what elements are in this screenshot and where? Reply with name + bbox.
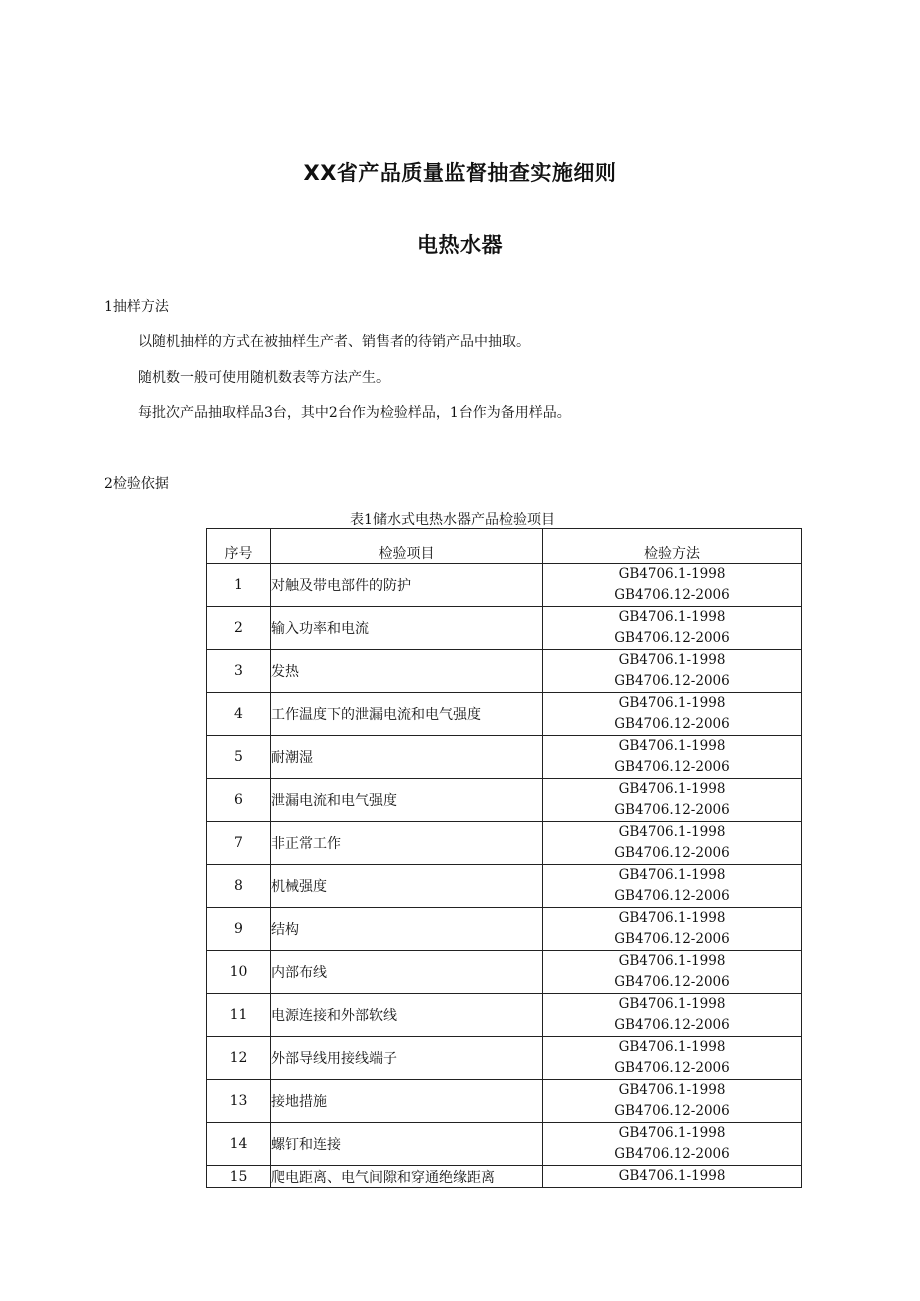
table-row: [207, 865, 802, 908]
row-number: 13: [207, 1080, 271, 1123]
method-standard: GB4706.12-2006: [614, 716, 730, 732]
method-standard: GB4706.1-1998: [618, 1039, 726, 1055]
row-item: 输入功率和电流: [271, 607, 543, 650]
table-row: [207, 951, 802, 994]
row-number: 11: [207, 994, 271, 1037]
method-standard: GB4706.1-1998: [618, 566, 726, 582]
row-number: 14: [207, 1123, 271, 1166]
table-row: [207, 650, 802, 693]
method-standard: GB4706.1-1998: [618, 1082, 726, 1098]
table-row: [207, 779, 802, 822]
table-row: [207, 1080, 802, 1123]
row-methods: [543, 564, 802, 607]
row-number: 12: [207, 1037, 271, 1080]
row-methods: [543, 779, 802, 822]
row-methods: [543, 607, 802, 650]
row-number: 9: [207, 908, 271, 951]
row-methods: [543, 865, 802, 908]
section-heading-basis: 2检验依据: [104, 476, 169, 492]
table-row: [207, 607, 802, 650]
row-number: 2: [207, 607, 271, 650]
method-standard: GB4706.12-2006: [614, 802, 730, 818]
row-methods: [543, 736, 802, 779]
row-number: 1: [207, 564, 271, 607]
row-item: 泄漏电流和电气强度: [271, 779, 543, 822]
row-number: 5: [207, 736, 271, 779]
table-row: [207, 908, 802, 951]
row-methods: [543, 1123, 802, 1166]
method-standard: GB4706.1-1998: [618, 953, 726, 969]
method-standard: GB4706.12-2006: [614, 630, 730, 646]
row-methods: [543, 1037, 802, 1080]
method-standard: GB4706.12-2006: [614, 1060, 730, 1076]
row-number: 4: [207, 693, 271, 736]
row-item: 爬电距离、电气间隙和穿通绝缘距离: [271, 1166, 543, 1188]
method-standard: GB4706.12-2006: [614, 1146, 730, 1162]
method-standard: GB4706.1-1998: [618, 652, 726, 668]
table-row: [207, 1166, 802, 1188]
method-standard: GB4706.12-2006: [614, 759, 730, 775]
method-standard: GB4706.12-2006: [614, 888, 730, 904]
method-standard: GB4706.1-1998: [618, 996, 726, 1012]
table-row: [207, 822, 802, 865]
row-methods: [543, 693, 802, 736]
row-number: 6: [207, 779, 271, 822]
method-standard: GB4706.1-1998: [618, 1125, 726, 1141]
row-methods: [543, 908, 802, 951]
document-title: XX省产品质量监督抽查实施细则: [303, 161, 617, 185]
row-methods: [543, 822, 802, 865]
row-item: 内部布线: [271, 951, 543, 994]
row-item: 电源连接和外部软线: [271, 994, 543, 1037]
method-standard: GB4706.12-2006: [614, 673, 730, 689]
method-standard: GB4706.1-1998: [618, 824, 726, 840]
row-number: 3: [207, 650, 271, 693]
paragraph: 随机数一般可使用随机数表等方法产生。: [138, 370, 390, 386]
method-standard: GB4706.12-2006: [614, 1103, 730, 1119]
row-item: 机械强度: [271, 865, 543, 908]
table-row: [207, 564, 802, 607]
paragraph: 以随机抽样的方式在被抽样生产者、销售者的待销产品中抽取。: [138, 334, 530, 350]
method-standard: GB4706.12-2006: [614, 931, 730, 947]
row-item: 结构: [271, 908, 543, 951]
row-item: 对触及带电部件的防护: [271, 564, 543, 607]
table-header-row: [207, 529, 802, 564]
row-number: 8: [207, 865, 271, 908]
table-row: [207, 1123, 802, 1166]
row-methods: [543, 994, 802, 1037]
row-methods: [543, 951, 802, 994]
row-item: 接地措施: [271, 1080, 543, 1123]
method-standard: GB4706.1-1998: [618, 781, 726, 797]
row-item: 工作温度下的泄漏电流和电气强度: [271, 693, 543, 736]
method-standard: GB4706.1-1998: [618, 609, 726, 625]
method-standard: GB4706.1-1998: [618, 867, 726, 883]
table-row: [207, 1037, 802, 1080]
row-item: 发热: [271, 650, 543, 693]
section-heading-sampling: 1抽样方法: [104, 299, 169, 315]
method-standard: GB4706.12-2006: [614, 587, 730, 603]
table-row: [207, 736, 802, 779]
row-number: 7: [207, 822, 271, 865]
paragraph: 每批次产品抽取样品3台，其中2台作为检验样品，1台作为备用样品。: [138, 405, 571, 421]
row-number: 15: [207, 1166, 271, 1188]
method-standard: GB4706.12-2006: [614, 1017, 730, 1033]
row-item: 外部导线用接线端子: [271, 1037, 543, 1080]
row-methods: [543, 1166, 802, 1188]
method-standard: GB4706.1-1998: [618, 910, 726, 926]
method-standard: GB4706.12-2006: [614, 845, 730, 861]
document-subtitle: 电热水器: [417, 233, 503, 257]
method-standard: GB4706.1-1998: [618, 695, 726, 711]
header-no: 序号: [207, 529, 271, 564]
method-standard: GB4706.1-1998: [618, 1168, 726, 1184]
table-row: [207, 693, 802, 736]
inspection-items-table: [206, 528, 802, 1188]
table-row: [207, 994, 802, 1037]
method-standard: GB4706.12-2006: [614, 974, 730, 990]
table-caption: 表1储水式电热水器产品检验项目: [350, 512, 555, 528]
header-method: 检验方法: [543, 529, 802, 564]
row-item: 耐潮湿: [271, 736, 543, 779]
row-number: 10: [207, 951, 271, 994]
method-standard: GB4706.1-1998: [618, 738, 726, 754]
row-methods: [543, 650, 802, 693]
row-item: 螺钉和连接: [271, 1123, 543, 1166]
row-methods: [543, 1080, 802, 1123]
row-item: 非正常工作: [271, 822, 543, 865]
header-item: 检验项目: [271, 529, 543, 564]
